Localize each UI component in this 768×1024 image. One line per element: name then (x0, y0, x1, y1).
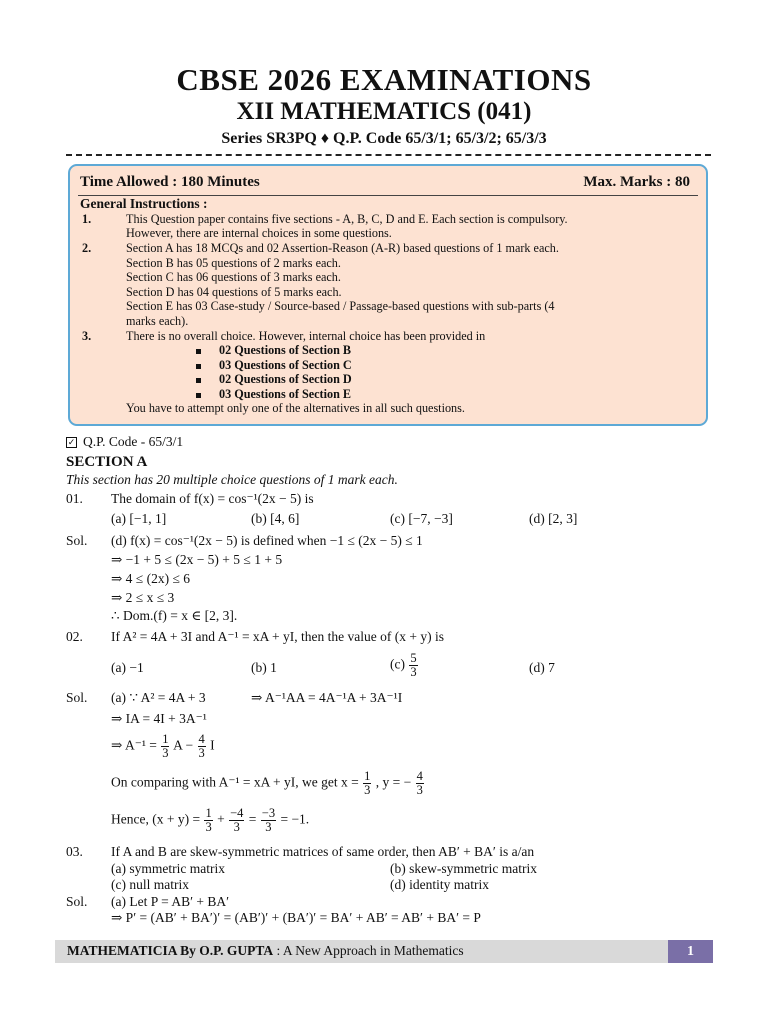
footer-brand-line: MATHEMATICIA By O.P. GUPTA : A New Approach in Mathematics (67, 943, 464, 958)
solution-label: Sol. (66, 533, 88, 548)
instruction-line: Section C has 06 questions of 3 marks each. (126, 270, 341, 284)
fraction: $\frac{4}{3}$ (416, 769, 423, 797)
option: (a) −1 (111, 660, 144, 675)
solution-line: ∴ Dom.(f) = x ∈ [2, 3]. (111, 608, 238, 623)
instructions-heading: General Instructions : (80, 196, 208, 211)
checkbox-icon: ✓ (67, 437, 76, 447)
fraction: $\frac{1}{3}$ (205, 806, 212, 834)
option: (a) [−1, 1] (111, 511, 167, 526)
instruction-number: 3. (82, 329, 92, 343)
question-text: The domain of f(x) = cos⁻¹(2x − 5) is (111, 491, 314, 506)
dashed-divider (66, 154, 711, 156)
option: (b) [4, 6] (251, 511, 300, 526)
question-number: 03. (66, 844, 83, 859)
instruction-number: 2. (82, 241, 92, 255)
solution-label: Sol. (66, 690, 88, 705)
subject-title: XII MATHEMATICS (041) (236, 98, 532, 125)
instruction-line: This Question paper contains five sections - A, B, C, D and E. Each section is compulsory. (126, 212, 568, 226)
option: (c) [−7, −3] (390, 511, 453, 526)
solution-line: ⇒ 4 ≤ (2x) ≤ 6 (111, 571, 190, 586)
solution-line: (a) ∵ A² = 4A + 3 (111, 690, 206, 705)
instruction-number: 1. (82, 212, 92, 226)
option: (d) 7 (529, 660, 555, 675)
series-line: Series SR3PQ ♦ Q.P. Code 65/3/1; 65/3/2; 65/3/3 (221, 130, 547, 147)
question-text: If A² = 4A + 3I and A⁻¹ = xA + yI, then the value of (x + y) is (111, 629, 444, 644)
page-number: 1 (668, 940, 713, 963)
section-title: SECTION A (66, 454, 148, 470)
question-number: 02. (66, 629, 83, 644)
bullet-icon (196, 364, 201, 369)
solution-line: ⇒ IA = 4I + 3A⁻¹ (111, 711, 207, 726)
bullet-item: 02 Questions of Section B (196, 343, 351, 358)
bullet-icon (196, 393, 201, 398)
exam-title: CBSE 2026 EXAMINATIONS (176, 62, 592, 97)
instructions-box (68, 164, 708, 426)
instruction-line: Section A has 18 MCQs and 02 Assertion-Reason (A-R) based questions of 1 mark each. (126, 241, 559, 255)
question-text: If A and B are skew-symmetric matrices of same order, then AB′ + BA′ is a/an (111, 844, 535, 859)
page-footer (55, 940, 713, 963)
max-marks: Max. Marks : 80 (583, 174, 690, 190)
solution-line: ⇒ A⁻¹ = $\frac{1}{3}$ A − $\frac{4}{3}$ I (111, 732, 215, 760)
option: (d) identity matrix (390, 877, 489, 892)
option: (c) null matrix (111, 877, 189, 892)
fraction: $\frac{1}{3}$ (162, 732, 169, 760)
option: (b) 1 (251, 660, 277, 675)
solution-label: Sol. (66, 894, 88, 909)
solution-line: (a) Let P = AB′ + BA′ (111, 894, 230, 909)
instruction-line: marks each). (126, 314, 189, 328)
fraction: $\frac{5}{3}$ (410, 651, 417, 679)
option: (c) $\frac{5}{3}$ (390, 651, 417, 679)
option: (b) skew-symmetric matrix (390, 861, 537, 876)
bullet-item: 03 Questions of Section E (196, 387, 351, 402)
solution-line: ⇒ −1 + 5 ≤ (2x − 5) + 5 ≤ 1 + 5 (111, 552, 283, 567)
fraction: $\frac{4}{3}$ (198, 732, 205, 760)
qp-code: ✓ Q.P. Code - 65/3/1 (67, 434, 184, 449)
instruction-line: Section D has 04 questions of 5 marks each. (126, 285, 342, 299)
solution-line: Hence, (x + y) = $\frac{1}{3}$ + $\frac{-4}{3}$ = $\frac{-3}{3}$ = −1. (111, 806, 310, 834)
solution-line: ⇒ 2 ≤ x ≤ 3 (111, 590, 175, 605)
solution-line: ⇒ P′ = (AB′ + BA′)′ = (AB′)′ + (BA′)′ = BA′ + AB′ = AB′ + BA′ = P (111, 910, 481, 925)
bullet-icon (196, 349, 201, 354)
instruction-line: There is no overall choice. However, internal choice has been provided in (126, 329, 486, 343)
instruction-line: Section E has 03 Case-study / Source-based / Passage-based questions with sub-parts (4 (126, 299, 555, 313)
instruction-line: Section B has 05 questions of 2 marks each. (126, 256, 341, 270)
bullet-item: 02 Questions of Section D (196, 372, 352, 387)
fraction: $\frac{1}{3}$ (364, 769, 371, 797)
fraction: $\frac{-4}{3}$ (230, 806, 244, 834)
time-allowed: Time Allowed : 180 Minutes (80, 174, 260, 190)
question-number: 01. (66, 491, 83, 506)
solution-line: ⇒ A⁻¹AA = 4A⁻¹A + 3A⁻¹I (251, 690, 403, 705)
instruction-closing: You have to attempt only one of the alternatives in all such questions. (126, 401, 465, 415)
solution-line: On comparing with A⁻¹ = xA + yI, we get x = $\frac{1}{3}$ , y = − $\frac{4}{3}$ (111, 769, 423, 797)
fraction: $\frac{-3}{3}$ (261, 806, 276, 834)
instruction-line: However, there are internal choices in some questions. (126, 226, 392, 240)
bullet-icon (196, 378, 201, 383)
option: (a) symmetric matrix (111, 861, 225, 876)
option: (d) [2, 3] (529, 511, 578, 526)
section-subtitle: This section has 20 multiple choice questions of 1 mark each. (66, 472, 398, 487)
bullet-item: 03 Questions of Section C (196, 358, 352, 373)
solution-line: (d) f(x) = cos⁻¹(2x − 5) is defined when −1 ≤ (2x − 5) ≤ 1 (111, 533, 423, 548)
